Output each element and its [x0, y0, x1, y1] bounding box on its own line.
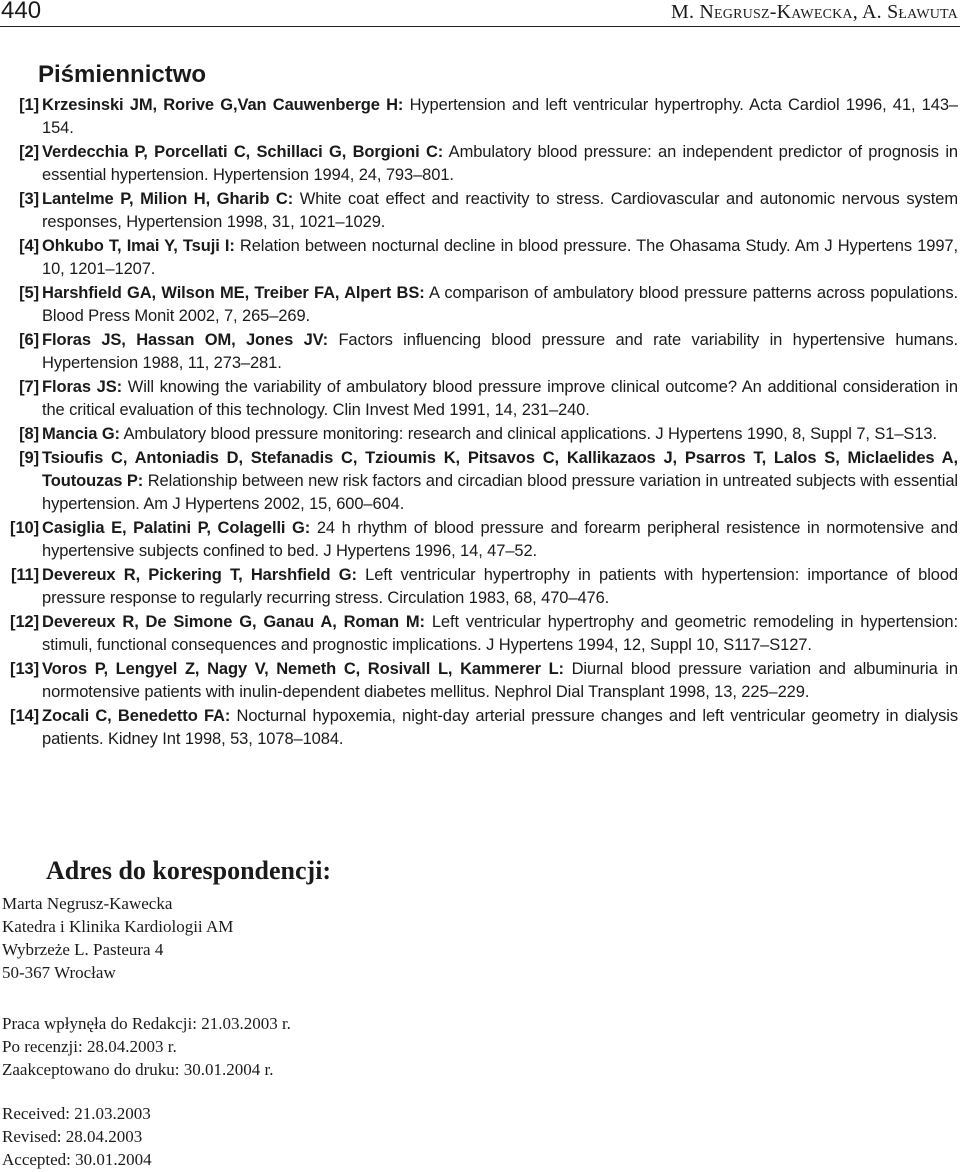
reference-authors: Devereux R, Pickering T, Harshfield G: [42, 566, 357, 584]
reference-text: Ambulatory blood pressure monitoring: research and clinical applications. J Hypertens 1990, 8, Suppl 7, S1–S13. [119, 425, 937, 443]
reference-authors: Devereux R, De Simone G, Ganau A, Roman M: [42, 613, 425, 631]
date-line: Received: 21.03.2003 [2, 1104, 151, 1123]
reference-text: Relation between nocturnal decline in blood pressure. The Ohasama Study. Am J Hypertens 1997, 10, 1201–1207. [42, 237, 958, 278]
reference-item [0, 423, 958, 446]
reference-text: Hypertension and left ventricular hypertrophy. Acta Cardiol 1996, 41, 143–154. [42, 96, 958, 137]
correspondence-heading: Adres do korespondencji: [46, 856, 332, 885]
date-line: Revised: 28.04.2003 [2, 1127, 143, 1146]
reference-body [42, 235, 958, 281]
reference-text: 24 h rhythm of blood pressure and forearm peripheral resistence in normotensive and hypertensive subjects confined to bed. J Hypertens 1996, 14, 47–52. [42, 519, 958, 560]
reference-authors: Mancia G: [42, 425, 120, 443]
reference-authors: Ohkubo T, Imai Y, Tsuji I: [42, 237, 235, 255]
dates-english [2, 1102, 152, 1171]
running-head: M. Negrusz-Kawecka, A. Sławuta [671, 1, 958, 23]
reference-body [42, 658, 958, 704]
reference-text: Left ventricular hypertrophy and geometric remodeling in hypertension: stimuli, functional consequences and prognostic implications. J Hypertens 1994, 12, Suppl 10, S117–S127. [42, 613, 958, 654]
date-line: Po recenzji: 28.04.2003 r. [2, 1037, 177, 1056]
reference-item [0, 94, 958, 140]
reference-number: [5] [19, 284, 39, 302]
reference-number: [12] [10, 613, 39, 631]
reference-number: [14] [10, 707, 39, 725]
reference-item [0, 705, 958, 751]
reference-authors: Zocali C, Benedetto FA: [42, 707, 231, 725]
correspondence-address [2, 892, 233, 984]
reference-authors: Floras JS: [42, 378, 123, 396]
reference-item [0, 329, 958, 375]
reference-authors: Krzesinski JM, Rorive G,Van Cauwenberge H: [42, 96, 404, 114]
reference-item [0, 188, 958, 234]
address-line: Marta Negrusz-Kawecka [2, 894, 173, 913]
reference-number: [7] [19, 378, 39, 396]
reference-text: A comparison of ambulatory blood pressure patterns across populations. Blood Press Monit 2002, 7, 265–269. [42, 284, 958, 325]
reference-body [42, 423, 958, 446]
reference-text: Factors influencing blood pressure and rate variability in hypertensive humans. Hypertension 1988, 11, 273–281. [42, 331, 959, 372]
reference-body [42, 611, 958, 657]
reference-body [42, 705, 958, 751]
reference-item [0, 447, 958, 516]
reference-number: [6] [19, 331, 39, 349]
reference-item [0, 235, 958, 281]
reference-authors: Harshfield GA, Wilson ME, Treiber FA, Alpert BS: [42, 284, 425, 302]
date-line: Zaakceptowano do druku: 30.01.2004 r. [2, 1060, 274, 1079]
reference-authors: Tsioufis C, Antoniadis D, Stefanadis C, Tzioumis K, Pitsavos C, Kallikazaos J, Psarros T, Lalos S, Miclaelides A, Toutouzas P: [42, 449, 958, 490]
reference-item [0, 141, 958, 187]
reference-body [42, 141, 958, 187]
reference-body [42, 517, 958, 563]
references-heading: Piśmiennictwo [38, 61, 207, 88]
reference-text: Diurnal blood pressure variation and albuminuria in normotensive patients with inulin-dependent diabetes mellitus. Nephrol Dial Transplant 1998, 13, 225–229. [42, 660, 959, 701]
reference-number: [8] [19, 425, 39, 443]
address-line: Katedra i Klinika Kardiologii AM [2, 917, 234, 936]
reference-number: [9] [19, 449, 39, 467]
reference-text: Ambulatory blood pressure: an independent predictor of prognosis in essential hypertension. Hypertension 1994, 24, 793–801. [42, 143, 958, 184]
reference-text: Nocturnal hypoxemia, night-day arterial pressure changes and left ventricular geometry in dialysis patients. Kidney Int 1998, 53, 1078–1084. [42, 707, 958, 748]
reference-body [42, 447, 958, 516]
date-line: Accepted: 30.01.2004 [2, 1150, 152, 1169]
address-line: Wybrzeże L. Pasteura 4 [2, 940, 164, 959]
reference-item [0, 282, 958, 328]
reference-number: [13] [10, 660, 39, 678]
reference-authors: Floras JS, Hassan OM, Jones JV: [42, 331, 329, 349]
reference-item [0, 611, 958, 657]
page-number: 440 [1, 0, 42, 24]
reference-body [42, 282, 958, 328]
reference-item [0, 376, 958, 422]
page-header [0, 0, 960, 27]
reference-body [42, 329, 958, 375]
reference-authors: Lantelme P, Milion H, Gharib C: [42, 190, 294, 208]
reference-text: Will knowing the variability of ambulatory blood pressure improve clinical outcome? An additional consideration in the critical evaluation of this technology. Clin Invest Med 1991, 14, 231–240. [42, 378, 958, 419]
address-line: 50-367 Wrocław [2, 963, 116, 982]
date-line: Praca wpłynęła do Redakcji: 21.03.2003 r. [2, 1014, 291, 1033]
reference-body [42, 188, 958, 234]
reference-number: [10] [10, 519, 39, 537]
reference-number: [4] [19, 237, 39, 255]
reference-authors: Verdecchia P, Porcellati C, Schillaci G, Borgioni C: [42, 143, 444, 161]
reference-body [42, 564, 958, 610]
reference-item [0, 517, 958, 563]
reference-number: [1] [19, 96, 39, 114]
reference-item [0, 564, 958, 610]
reference-body [42, 94, 958, 140]
reference-number: [3] [19, 190, 39, 208]
reference-body [42, 376, 958, 422]
reference-number: [11] [10, 566, 39, 584]
reference-number: [2] [19, 143, 39, 161]
reference-authors: Casiglia E, Palatini P, Colagelli G: [42, 519, 311, 537]
reference-item [0, 658, 958, 704]
reference-text: Relationship between new risk factors and circadian blood pressure variation in untreated subjects with essential hypertension. Am J Hypertens 2002, 15, 600–604. [42, 472, 958, 513]
reference-text: Left ventricular hypertrophy in patients with hypertension: importance of blood pressure response to regularly recurring stress. Circulation 1983, 68, 470–476. [42, 566, 958, 607]
reference-list [0, 94, 958, 752]
dates-polish [2, 1012, 291, 1081]
reference-text: White coat effect and reactivity to stress. Cardiovascular and autonomic nervous system responses, Hypertension 1998, 31, 1021–1029. [42, 190, 958, 231]
reference-authors: Voros P, Lengyel Z, Nagy V, Nemeth C, Rosivall L, Kammerer L: [42, 660, 564, 678]
